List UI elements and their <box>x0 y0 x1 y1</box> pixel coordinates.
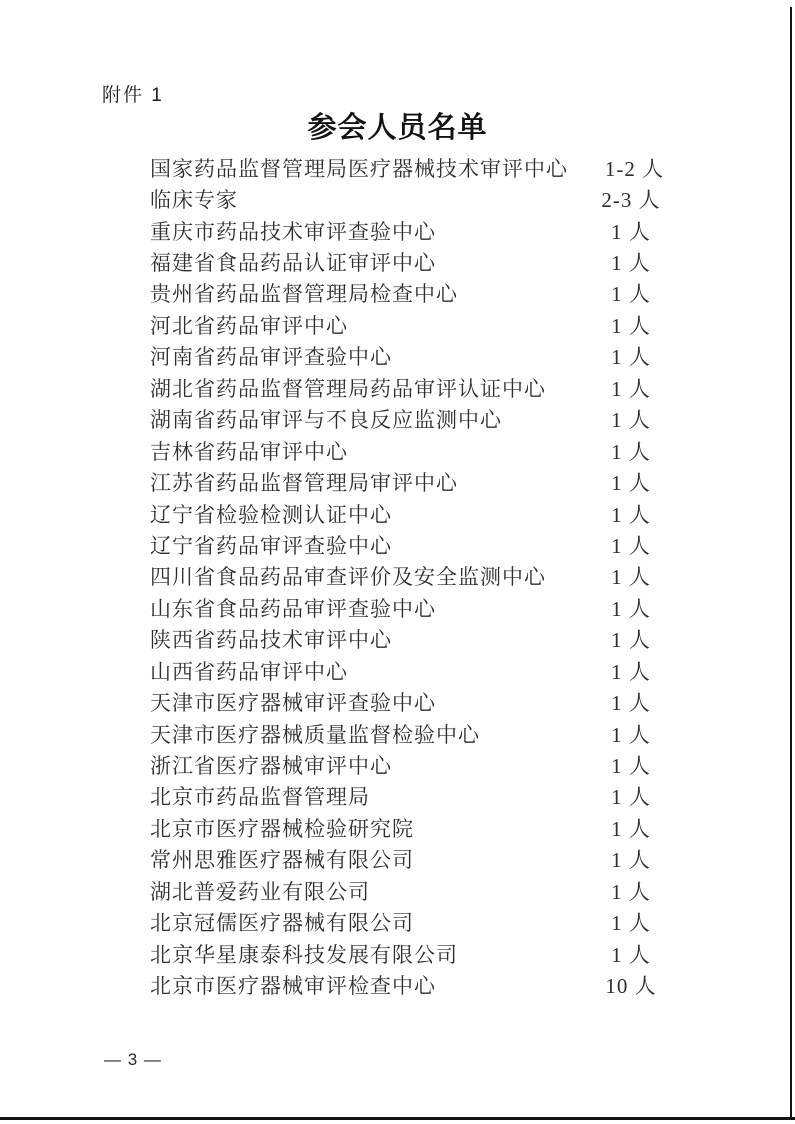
organization-name: 湖北省药品监督管理局药品审评认证中心 <box>150 376 546 401</box>
document-title: 参会人员名单 <box>307 112 488 144</box>
participant-row <box>150 749 701 780</box>
organization-name: 浙江省医疗器械审评中心 <box>150 754 392 779</box>
participant-count: 1 人 <box>611 408 651 433</box>
attachment-label: 附件 1 <box>102 85 164 106</box>
organization-name: 国家药品监督管理局医疗器械技术审评中心 <box>150 156 568 181</box>
participant-count: 1 人 <box>611 628 651 653</box>
organization-name: 辽宁省检验检测认证中心 <box>150 502 392 527</box>
participant-row <box>150 655 701 686</box>
organization-name: 贵州省药品监督管理局检查中心 <box>150 282 458 307</box>
participant-count: 1 人 <box>611 471 651 496</box>
participant-count: 1-2 人 <box>604 156 665 181</box>
scan-edge-right-line <box>790 7 792 1119</box>
participant-row <box>150 624 701 655</box>
participant-row <box>150 466 701 497</box>
organization-name: 北京华星康泰科技发展有限公司 <box>150 942 458 967</box>
participant-row <box>150 183 701 214</box>
participant-row <box>150 844 701 875</box>
participant-count: 1 人 <box>611 533 651 558</box>
organization-name: 湖北普爱药业有限公司 <box>150 879 370 904</box>
participant-count: 1 人 <box>611 345 651 370</box>
participant-count: 1 人 <box>611 502 651 527</box>
participant-row <box>150 435 701 466</box>
organization-name: 天津市医疗器械质量监督检验中心 <box>150 722 480 747</box>
organization-name: 陕西省药品技术审评中心 <box>150 628 392 653</box>
participant-count: 1 人 <box>611 879 651 904</box>
participant-count: 1 人 <box>611 691 651 716</box>
organization-name: 天津市医疗器械审评查验中心 <box>150 691 436 716</box>
participant-count: 1 人 <box>611 785 651 810</box>
participant-row <box>150 812 701 843</box>
participant-count: 1 人 <box>611 313 651 338</box>
page-number: — 3 — <box>104 1050 162 1069</box>
participant-row <box>150 278 701 309</box>
participant-row <box>150 341 701 372</box>
participant-row <box>150 969 701 1000</box>
organization-name: 北京市医疗器械审评检查中心 <box>150 974 436 999</box>
participant-row <box>150 498 701 529</box>
participant-row <box>150 529 701 560</box>
organization-name: 北京市医疗器械检验研究院 <box>150 816 414 841</box>
organization-name: 湖南省药品审评与不良反应监测中心 <box>150 408 502 433</box>
organization-name: 江苏省药品监督管理局审评中心 <box>150 471 458 496</box>
participant-row <box>150 215 701 246</box>
participant-count: 1 人 <box>611 596 651 621</box>
participant-count: 1 人 <box>611 848 651 873</box>
participant-count: 1 人 <box>611 722 651 747</box>
participant-count: 1 人 <box>611 754 651 779</box>
participant-count: 10 人 <box>605 974 657 999</box>
organization-name: 福建省食品药品认证审评中心 <box>150 251 436 276</box>
organization-name: 山西省药品审评中心 <box>150 659 348 684</box>
organization-name: 辽宁省药品审评查验中心 <box>150 533 392 558</box>
participant-count: 1 人 <box>611 911 651 936</box>
participant-count: 1 人 <box>611 282 651 307</box>
participant-count: 1 人 <box>611 376 651 401</box>
organization-name: 河南省药品审评查验中心 <box>150 345 392 370</box>
participant-count: 2-3 人 <box>601 188 661 213</box>
participant-row <box>150 718 701 749</box>
participant-row <box>150 404 701 435</box>
participant-row <box>150 309 701 340</box>
participant-count: 1 人 <box>611 565 651 590</box>
participant-row <box>150 781 701 812</box>
participant-count: 1 人 <box>611 659 651 684</box>
participant-count: 1 人 <box>611 942 651 967</box>
scan-edge-bottom-line <box>0 1117 795 1120</box>
participant-row <box>150 561 701 592</box>
participant-row <box>150 372 701 403</box>
organization-name: 临床专家 <box>150 188 238 213</box>
participant-row <box>150 907 701 938</box>
participant-list <box>150 152 701 1001</box>
participant-row <box>150 592 701 623</box>
participant-row <box>150 875 701 906</box>
participant-row <box>150 246 701 277</box>
participant-row <box>150 938 701 969</box>
participant-row <box>150 686 701 717</box>
participant-count: 1 人 <box>611 439 651 464</box>
organization-name: 吉林省药品审评中心 <box>150 439 348 464</box>
participant-row <box>150 152 701 183</box>
organization-name: 河北省药品审评中心 <box>150 313 348 338</box>
organization-name: 常州思雅医疗器械有限公司 <box>150 848 414 873</box>
organization-name: 北京市药品监督管理局 <box>150 785 370 810</box>
participant-count: 1 人 <box>611 219 651 244</box>
organization-name: 重庆市药品技术审评查验中心 <box>150 219 436 244</box>
organization-name: 四川省食品药品审查评价及安全监测中心 <box>150 565 546 590</box>
participant-count: 1 人 <box>611 816 651 841</box>
organization-name: 北京冠儒医疗器械有限公司 <box>150 911 414 936</box>
organization-name: 山东省食品药品审评查验中心 <box>150 596 436 621</box>
participant-count: 1 人 <box>611 251 651 276</box>
